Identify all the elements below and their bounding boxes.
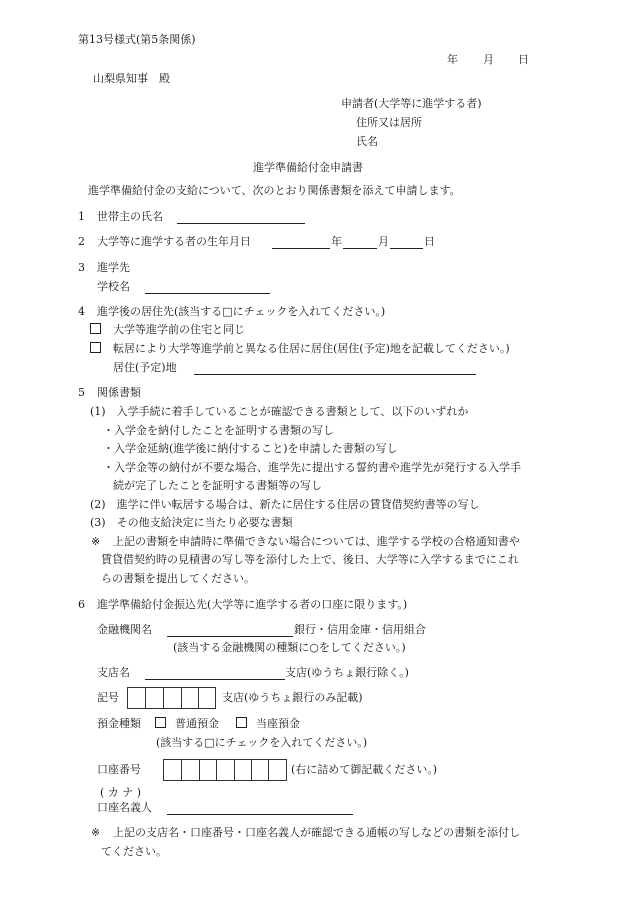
docs-note-line1: 上記の書類を申請時に準備できない場合については、進学する学校の合格通知書や xyxy=(113,535,520,548)
deposit-type-label: 預金種類 xyxy=(97,717,141,730)
birth-day-label: 日 xyxy=(424,235,435,248)
symbol-input-boxes[interactable] xyxy=(127,687,216,709)
docs-bullet3-line1: ・入学金等の納付が不要な場合、進学先に提出する誓約書や進学先が発行する入学手 xyxy=(103,461,521,474)
item2-number: 2 xyxy=(78,235,85,248)
account-holder-label: 口座名義人 xyxy=(97,801,152,814)
symbol-suffix: 支店(ゆうちょ銀行のみ記載) xyxy=(222,691,363,704)
birth-year-field[interactable] xyxy=(272,235,330,249)
date-day-label: 日 xyxy=(518,53,529,66)
bank-type-label: 銀行・信用金庫・信用組合 xyxy=(294,623,426,636)
residence-place-field[interactable] xyxy=(194,361,476,375)
checkbox-icon[interactable] xyxy=(236,717,247,728)
item4-number: 4 xyxy=(78,305,85,318)
item1-number: 1 xyxy=(78,210,85,223)
deposit-ordinary-option[interactable] xyxy=(155,717,170,731)
deposit-checking-label: 当座預金 xyxy=(256,717,300,730)
birth-month-label: 月 xyxy=(378,235,389,248)
residence-same-label: 大学等進学前の住宅と同じ xyxy=(113,323,245,336)
item2-label: 大学等に進学する者の生年月日 xyxy=(97,235,251,248)
applicant-address-label: 住所又は居所 xyxy=(356,116,422,129)
branch-name-field[interactable] xyxy=(145,666,285,680)
account-number-label: 口座番号 xyxy=(97,763,141,776)
final-note-line2: てください。 xyxy=(101,845,167,858)
residence-same-option[interactable] xyxy=(90,323,105,337)
school-name-field[interactable] xyxy=(145,280,270,294)
final-note-mark: ※ xyxy=(91,826,101,839)
docs-bullet3-line2: 続が完了したことを証明する書類等の写し xyxy=(113,479,322,492)
account-number-boxes[interactable] xyxy=(163,759,287,781)
item1-label: 世帯主の氏名 xyxy=(97,210,163,223)
birth-day-field[interactable] xyxy=(390,235,423,249)
item3-number: 3 xyxy=(78,261,85,274)
residence-moved-option[interactable] xyxy=(90,342,105,356)
intro-text: 進学準備給付金の支給について、次のとおり関係書類を添えて申請します。 xyxy=(88,184,461,197)
addressee: 山梨県知事 殿 xyxy=(93,72,170,85)
bank-type-note: (該当する金融機関の種類に○をしてください。) xyxy=(173,641,406,654)
docs-sub3: (3) その他支給決定に当たり必要な書類 xyxy=(90,516,293,529)
docs-sub1: (1) 入学手続に着手していることが確認できる書類として、以下のいずれか xyxy=(90,405,469,418)
item5-label: 関係書類 xyxy=(97,386,141,399)
kana-label: ( カ ナ ) xyxy=(100,786,142,799)
birth-month-field[interactable] xyxy=(343,235,377,249)
form-number: 第13号様式(第5条関係) xyxy=(78,33,196,46)
school-name-label: 学校名 xyxy=(97,280,130,293)
residence-moved-label: 転居により大学等進学前と異なる住居に居住(居住(予定)地を記載してください。) xyxy=(113,342,510,355)
docs-note-mark: ※ xyxy=(91,535,101,548)
account-holder-field[interactable] xyxy=(167,801,353,815)
applicant-name-label: 氏名 xyxy=(356,135,378,148)
applicant-heading: 申請者(大学等に進学する者) xyxy=(341,97,482,110)
docs-bullet1: ・入学金を納付したことを証明する書類の写し xyxy=(103,424,334,437)
docs-note-line3: らの書類を提出してください。 xyxy=(101,572,255,585)
item6-label: 進学準備給付金振込先(大学等に進学する者の口座に限ります。) xyxy=(97,598,408,611)
docs-note-line2: 賃貸借契約時の見積書の写し等を添付した上で、後日、大学等に入学するまでにこれ xyxy=(101,553,519,566)
item3-label: 進学先 xyxy=(97,261,130,274)
bank-name-field[interactable] xyxy=(167,623,293,637)
birth-year-label: 年 xyxy=(331,235,342,248)
checkbox-icon[interactable] xyxy=(90,323,101,334)
item6-number: 6 xyxy=(78,598,85,611)
symbol-label: 記号 xyxy=(97,691,119,704)
residence-place-label: 居住(予定)地 xyxy=(113,361,177,374)
checkbox-icon[interactable] xyxy=(155,717,166,728)
item4-label: 進学後の居住先(該当する□にチェックを入れてください。) xyxy=(97,305,386,318)
bank-name-label: 金融機関名 xyxy=(97,623,152,636)
branch-name-label: 支店名 xyxy=(97,666,130,679)
final-note-line1: 上記の支店名・口座番号・口座名義人が確認できる通帳の写しなどの書類を添付し xyxy=(113,826,520,839)
date-year-label: 年 xyxy=(447,53,458,66)
docs-bullet2: ・入学金延納(進学後に納付すること)を申請した書類の写し xyxy=(103,442,398,455)
page-title: 進学準備給付金申請書 xyxy=(253,161,363,174)
deposit-ordinary-label: 普通預金 xyxy=(175,717,219,730)
deposit-type-note: (該当する□にチェックを入れてください。) xyxy=(156,736,368,749)
docs-sub2: (2) 進学に伴い転居する場合は、新たに居住する住居の賃貸借契約書等の写し xyxy=(90,498,480,511)
deposit-checking-option[interactable] xyxy=(236,717,251,731)
item5-number: 5 xyxy=(78,386,85,399)
branch-name-suffix: 支店(ゆうちょ銀行除く。) xyxy=(285,666,409,679)
householder-name-field[interactable] xyxy=(177,210,305,224)
checkbox-icon[interactable] xyxy=(90,342,101,353)
date-month-label: 月 xyxy=(483,53,494,66)
account-number-note: (右に詰めて御記載ください。) xyxy=(291,763,438,776)
